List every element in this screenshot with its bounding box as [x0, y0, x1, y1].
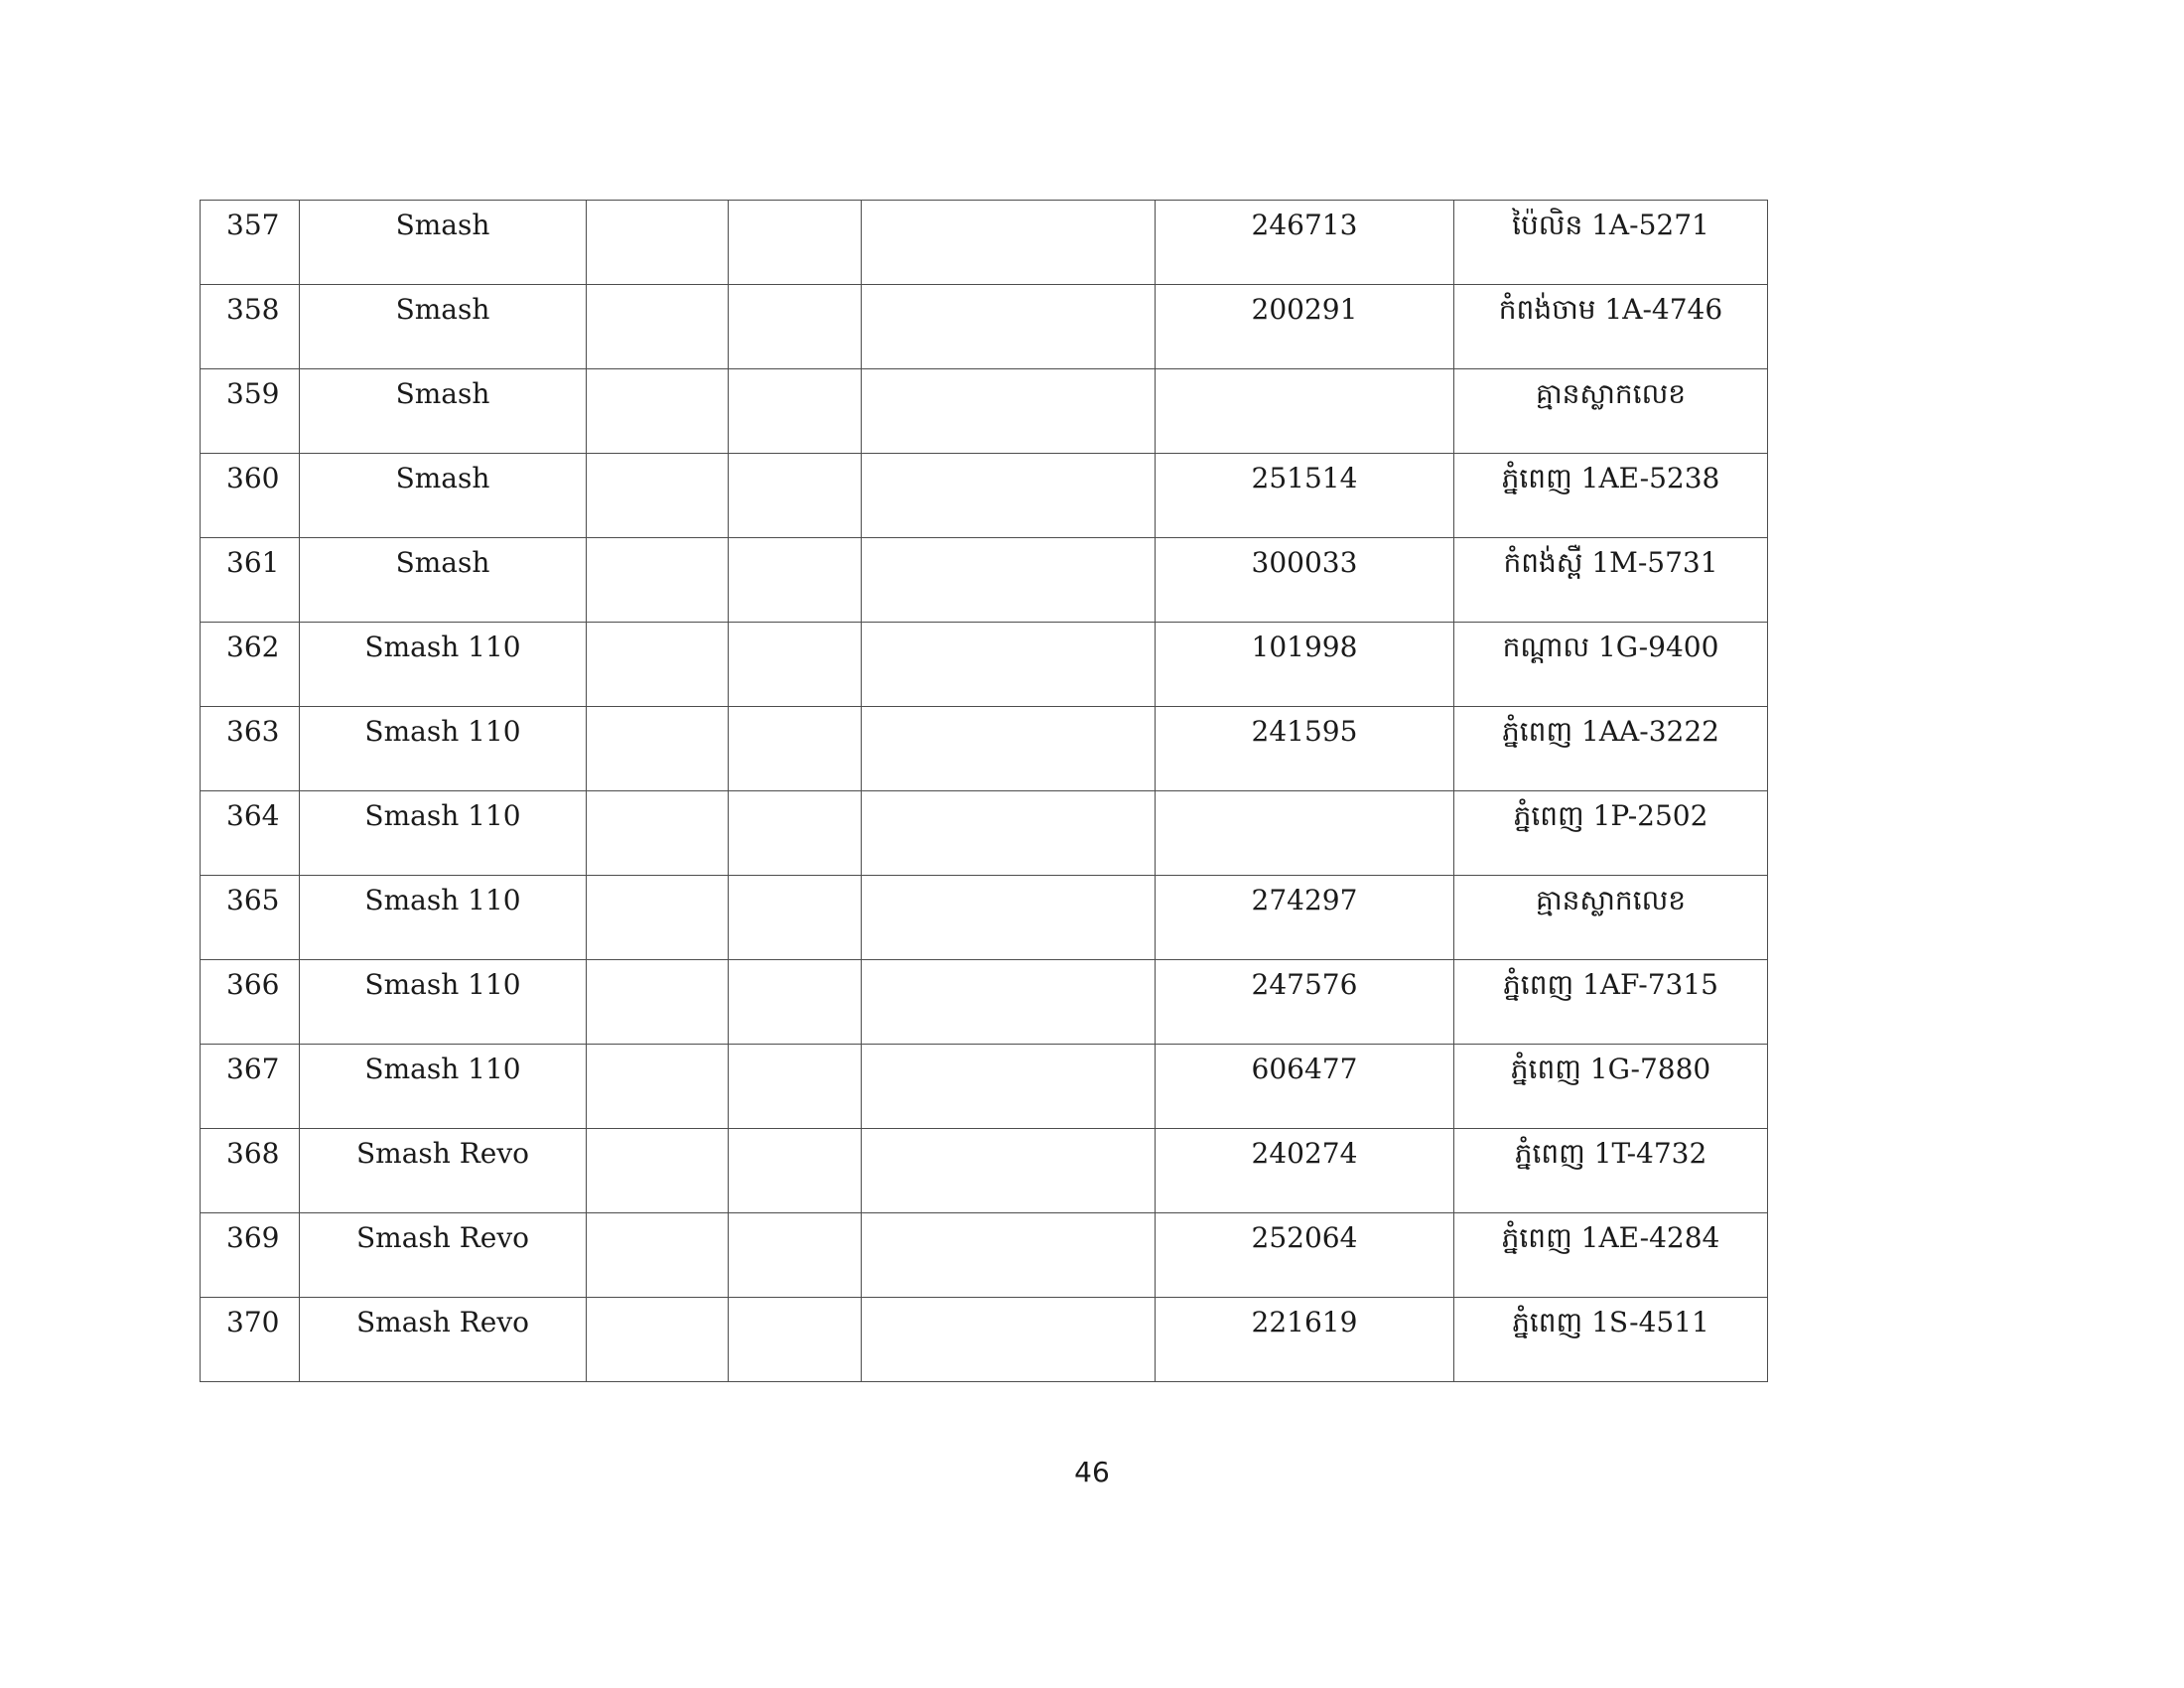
table-row	[201, 623, 1768, 707]
table-row	[201, 876, 1768, 960]
serial-number-text: 300033	[1251, 546, 1358, 579]
table-row	[201, 201, 1768, 285]
table-row	[201, 285, 1768, 369]
row-number-text: 366	[226, 968, 280, 1001]
model-cell	[300, 876, 587, 960]
empty-cell	[729, 1298, 862, 1382]
table-row	[201, 1298, 1768, 1382]
plate-number-cell	[1454, 876, 1768, 960]
plate-number-text: ភ្នំពេញ 1AF-7315	[1503, 968, 1718, 1001]
row-number-text: 358	[226, 293, 280, 326]
serial-number-cell	[1156, 454, 1454, 538]
empty-cell	[587, 876, 729, 960]
empty-cell	[587, 623, 729, 707]
empty-cell	[587, 960, 729, 1045]
serial-number-cell	[1156, 707, 1454, 791]
serial-number-text: 101998	[1251, 631, 1358, 663]
plate-number-cell	[1454, 791, 1768, 876]
row-number-text: 359	[226, 377, 280, 410]
serial-number-cell	[1156, 369, 1454, 454]
model-cell	[300, 1213, 587, 1298]
row-number-cell	[201, 454, 300, 538]
empty-cell	[862, 1213, 1156, 1298]
empty-cell	[729, 791, 862, 876]
row-number-text: 363	[226, 715, 280, 748]
empty-cell	[729, 1045, 862, 1129]
plate-number-cell	[1454, 623, 1768, 707]
serial-number-text: 246713	[1251, 209, 1358, 241]
plate-number-cell	[1454, 454, 1768, 538]
serial-number-text: 241595	[1251, 715, 1358, 748]
plate-number-text: គ្មានស្លាកលេខ	[1535, 377, 1687, 410]
plate-number-cell	[1454, 538, 1768, 623]
row-number-cell	[201, 1129, 300, 1213]
plate-number-cell	[1454, 285, 1768, 369]
row-number-text: 369	[226, 1221, 280, 1254]
empty-cell	[729, 369, 862, 454]
model-text: Smash 110	[364, 1053, 521, 1085]
empty-cell	[729, 623, 862, 707]
row-number-text: 360	[226, 462, 280, 494]
table-row	[201, 454, 1768, 538]
serial-number-cell	[1156, 201, 1454, 285]
plate-number-text: កណ្ដាល 1G-9400	[1502, 631, 1719, 663]
plate-number-text: ភ្នំពេញ 1AA-3222	[1502, 715, 1719, 748]
plate-number-cell	[1454, 1213, 1768, 1298]
row-number-text: 361	[226, 546, 280, 579]
row-number-text: 364	[226, 799, 280, 832]
empty-cell	[587, 285, 729, 369]
plate-number-cell	[1454, 1045, 1768, 1129]
serial-number-cell	[1156, 1129, 1454, 1213]
plate-number-cell	[1454, 369, 1768, 454]
model-text: Smash 110	[364, 715, 521, 748]
empty-cell	[729, 285, 862, 369]
empty-cell	[862, 623, 1156, 707]
table-row	[201, 960, 1768, 1045]
serial-number-cell	[1156, 623, 1454, 707]
plate-number-text: កំពង់ស្ពឺ 1M-5731	[1503, 546, 1718, 579]
plate-number-text: ភ្នំពេញ 1S-4511	[1512, 1306, 1709, 1338]
row-number-cell	[201, 791, 300, 876]
row-number-cell	[201, 623, 300, 707]
vehicle-table	[200, 200, 1768, 1382]
model-text: Smash	[395, 377, 490, 410]
model-text: Smash	[395, 546, 490, 579]
empty-cell	[729, 960, 862, 1045]
model-cell	[300, 791, 587, 876]
empty-cell	[862, 1045, 1156, 1129]
page-number: 46	[1074, 1456, 1110, 1488]
plate-number-text: ភ្នំពេញ 1P-2502	[1513, 799, 1708, 832]
model-text: Smash Revo	[355, 1137, 530, 1170]
table-row	[201, 369, 1768, 454]
empty-cell	[729, 1129, 862, 1213]
empty-cell	[587, 1213, 729, 1298]
empty-cell	[587, 1129, 729, 1213]
empty-cell	[862, 876, 1156, 960]
model-cell	[300, 1129, 587, 1213]
row-number-cell	[201, 201, 300, 285]
row-number-text: 357	[226, 209, 280, 241]
table-row	[201, 1213, 1768, 1298]
row-number-cell	[201, 369, 300, 454]
model-cell	[300, 538, 587, 623]
row-number-cell	[201, 538, 300, 623]
serial-number-text: 200291	[1251, 293, 1358, 326]
table-row	[201, 707, 1768, 791]
model-text: Smash 110	[364, 799, 521, 832]
empty-cell	[862, 707, 1156, 791]
serial-number-text	[1156, 791, 1453, 802]
model-text: Smash 110	[364, 968, 521, 1001]
empty-cell	[729, 707, 862, 791]
empty-cell	[729, 876, 862, 960]
table-row	[201, 791, 1768, 876]
empty-cell	[587, 454, 729, 538]
model-cell	[300, 623, 587, 707]
empty-cell	[587, 1298, 729, 1382]
plate-number-text: ភ្នំពេញ 1AE-5238	[1501, 462, 1720, 494]
row-number-text: 368	[226, 1137, 280, 1170]
model-text: Smash	[395, 293, 490, 326]
serial-number-cell	[1156, 960, 1454, 1045]
empty-cell	[862, 538, 1156, 623]
empty-cell	[862, 369, 1156, 454]
plate-number-cell	[1454, 201, 1768, 285]
plate-number-text: ប៉ៃលិន 1A-5271	[1512, 209, 1709, 241]
row-number-cell	[201, 876, 300, 960]
serial-number-text: 221619	[1251, 1306, 1358, 1338]
row-number-text: 365	[226, 884, 280, 916]
empty-cell	[862, 201, 1156, 285]
empty-cell	[862, 1298, 1156, 1382]
empty-cell	[862, 1129, 1156, 1213]
row-number-text: 362	[226, 631, 280, 663]
model-text: Smash	[395, 462, 490, 494]
serial-number-cell	[1156, 538, 1454, 623]
serial-number-cell	[1156, 1045, 1454, 1129]
row-number-text: 370	[226, 1306, 280, 1338]
empty-cell	[862, 285, 1156, 369]
plate-number-cell	[1454, 960, 1768, 1045]
serial-number-cell	[1156, 791, 1454, 876]
model-text: Smash 110	[364, 884, 521, 916]
model-cell	[300, 707, 587, 791]
row-number-cell	[201, 285, 300, 369]
row-number-cell	[201, 1045, 300, 1129]
serial-number-text: 606477	[1251, 1053, 1358, 1085]
empty-cell	[729, 1213, 862, 1298]
model-text: Smash Revo	[355, 1306, 530, 1338]
row-number-cell	[201, 960, 300, 1045]
empty-cell	[587, 369, 729, 454]
model-cell	[300, 369, 587, 454]
row-number-text: 367	[226, 1053, 280, 1085]
empty-cell	[729, 454, 862, 538]
plate-number-text: ភ្នំពេញ 1T-4732	[1514, 1137, 1707, 1170]
serial-number-text: 251514	[1251, 462, 1358, 494]
plate-number-text: កំពង់ចាម 1A-4746	[1498, 293, 1723, 326]
empty-cell	[587, 791, 729, 876]
plate-number-text: ភ្នំពេញ 1G-7880	[1510, 1053, 1711, 1085]
plate-number-cell	[1454, 1129, 1768, 1213]
serial-number-text: 240274	[1251, 1137, 1358, 1170]
table-row	[201, 1129, 1768, 1213]
serial-number-text: 274297	[1251, 884, 1358, 916]
serial-number-text	[1156, 369, 1453, 380]
serial-number-text: 252064	[1251, 1221, 1358, 1254]
empty-cell	[587, 201, 729, 285]
table-body	[201, 201, 1768, 1382]
serial-number-cell	[1156, 1298, 1454, 1382]
empty-cell	[862, 960, 1156, 1045]
serial-number-cell	[1156, 285, 1454, 369]
model-text: Smash Revo	[355, 1221, 530, 1254]
serial-number-cell	[1156, 1213, 1454, 1298]
model-cell	[300, 285, 587, 369]
serial-number-cell	[1156, 876, 1454, 960]
row-number-cell	[201, 707, 300, 791]
empty-cell	[729, 201, 862, 285]
model-text: Smash 110	[364, 631, 521, 663]
empty-cell	[729, 538, 862, 623]
serial-number-text: 247576	[1251, 968, 1358, 1001]
empty-cell	[587, 707, 729, 791]
row-number-cell	[201, 1213, 300, 1298]
empty-cell	[862, 454, 1156, 538]
table-row	[201, 1045, 1768, 1129]
model-cell	[300, 201, 587, 285]
model-cell	[300, 960, 587, 1045]
plate-number-text: គ្មានស្លាកលេខ	[1535, 884, 1687, 916]
model-cell	[300, 1298, 587, 1382]
table-row	[201, 538, 1768, 623]
plate-number-cell	[1454, 707, 1768, 791]
empty-cell	[862, 791, 1156, 876]
model-cell	[300, 454, 587, 538]
plate-number-text: ភ្នំពេញ 1AE-4284	[1501, 1221, 1720, 1254]
model-text: Smash	[395, 209, 490, 241]
row-number-cell	[201, 1298, 300, 1382]
empty-cell	[587, 1045, 729, 1129]
model-cell	[300, 1045, 587, 1129]
empty-cell	[587, 538, 729, 623]
plate-number-cell	[1454, 1298, 1768, 1382]
